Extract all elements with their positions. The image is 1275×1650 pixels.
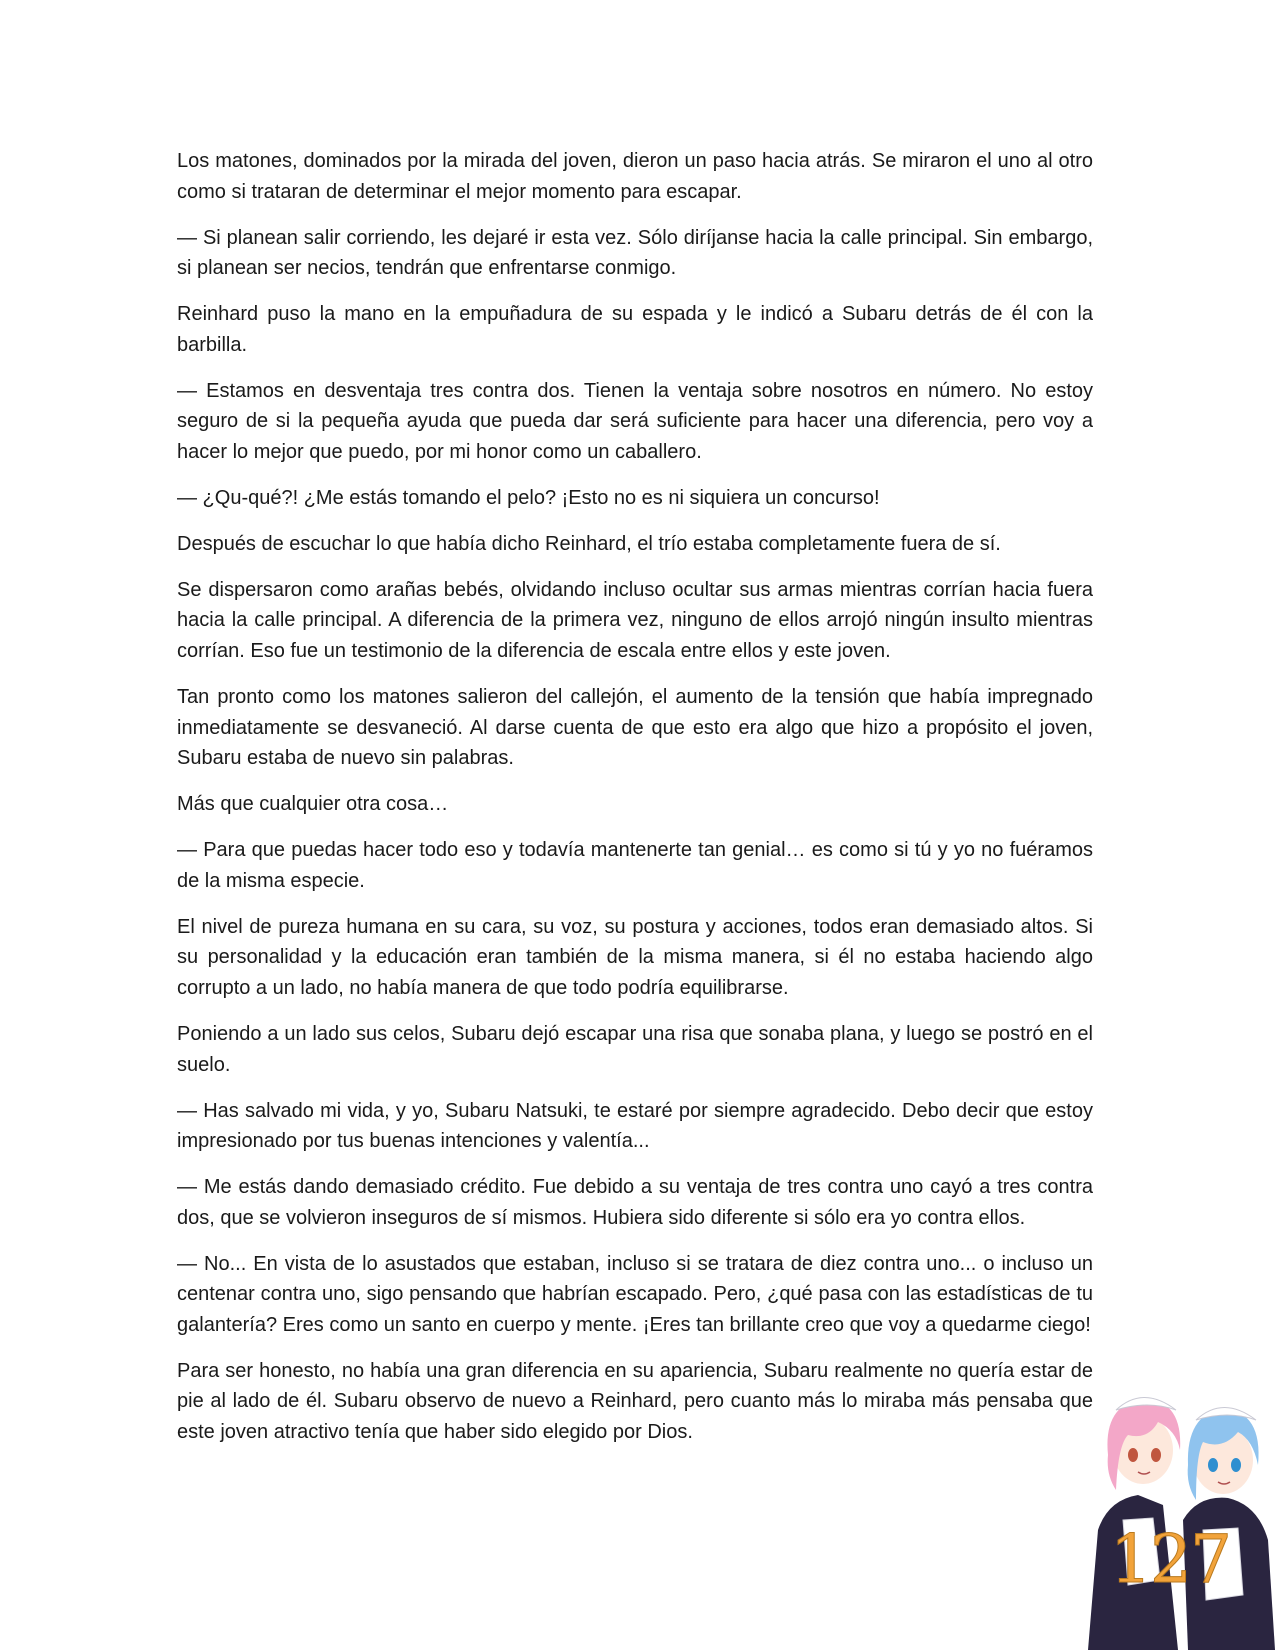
paragraph: Después de escuchar lo que había dicho Reinhard, el trío estaba completamente fuera de sí. [177, 532, 1001, 555]
paragraph: — Para que puedas hacer todo eso y todavía mantenerte tan genial… es como si tú y yo no fuéramos de la misma especie. [177, 839, 1093, 892]
paragraph: Para ser honesto, no había una gran diferencia en su apariencia, Subaru realmente no quería estar de pie al lado de él. Subaru observo de nuevo a Reinhard, pero cuanto más lo miraba más pensaba que este joven atractivo tenía que haber sido elegido por Dios. [177, 1359, 1093, 1444]
paragraph: — Estamos en desventaja tres contra dos. Tienen la ventaja sobre nosotros en número. No estoy seguro de si la pequeña ayuda que pueda dar será suficiente para hacer una diferencia, pero voy a hacer lo mejor que puedo, por mi honor como un caballero. [177, 379, 1093, 463]
anime-twin-maids-illustration-icon [1088, 1380, 1275, 1650]
paragraph: Se dispersaron como arañas bebés, olvidando incluso ocultar sus armas mientras corrían hacia fuera hacia la calle principal. A diferencia de la primera vez, ninguno de ellos arrojó ningún insulto mientras corrían. Eso fue un testimonio de la diferencia de escala entre ellos y este joven. [177, 578, 1093, 663]
paragraph: — Me estás dando demasiado crédito. Fue debido a su ventaja de tres contra uno cayó a tres contra dos, que se volvieron inseguros de sí mismos. Hubiera sido diferente si sólo era yo contra ellos. [177, 1176, 1093, 1229]
paragraph: Los matones, dominados por la mirada del joven, dieron un paso hacia atrás. Se miraron el uno al otro como si trataran de determinar el mejor momento para escapar. [177, 150, 1093, 203]
paragraph: Tan pronto como los matones salieron del callejón, el aumento de la tensión que había impregnado inmediatamente se desvaneció. Al darse cuenta de que esto era algo que hizo a propósito el joven, Subaru estaba de nuevo sin palabras. [177, 686, 1093, 770]
page-number: 127 [1110, 1521, 1230, 1598]
paragraph: Poniendo a un lado sus celos, Subaru dejó escapar una risa que sonaba plana, y luego se postró en el suelo. [177, 1022, 1093, 1076]
paragraph: — Si planean salir corriendo, les dejaré ir esta vez. Sólo diríjanse hacia la calle principal. Sin embargo, si planean ser necios, tendrán que enfrentarse conmigo. [177, 226, 1093, 280]
paragraph: — Has salvado mi vida, y yo, Subaru Natsuki, te estaré por siempre agradecido. Debo decir que estoy impresionado por tus buenas intenciones y valentía... [177, 1099, 1093, 1153]
paragraph: El nivel de pureza humana en su cara, su voz, su postura y acciones, todos eran demasiado altos. Si su personalidad y la educación eran también de la misma manera, si él no estaba haciendo algo corrupto a un lado, no había manera de que todo podría equilibrarse. [177, 915, 1093, 999]
paragraph: Más que cualquier otra cosa… [177, 793, 449, 816]
paragraph: — ¿Qu-qué?! ¿Me estás tomando el pelo? ¡Esto no es ni siquiera un concurso! [177, 486, 880, 509]
paragraph: — No... En vista de lo asustados que estaban, incluso si se tratara de diez contra uno... o incluso un centenar contra uno, sigo pensando que habrían escapado. Pero, ¿qué pasa con las estadísticas de tu galantería? Eres como un santo en cuerpo y mente. ¡Eres tan brillante creo que voy a quedarme ciego! [177, 1252, 1093, 1336]
paragraph: Reinhard puso la mano en la empuñadura de su espada y le indicó a Subaru detrás de él con la barbilla. [177, 303, 1093, 356]
body-text [177, 146, 1093, 1463]
